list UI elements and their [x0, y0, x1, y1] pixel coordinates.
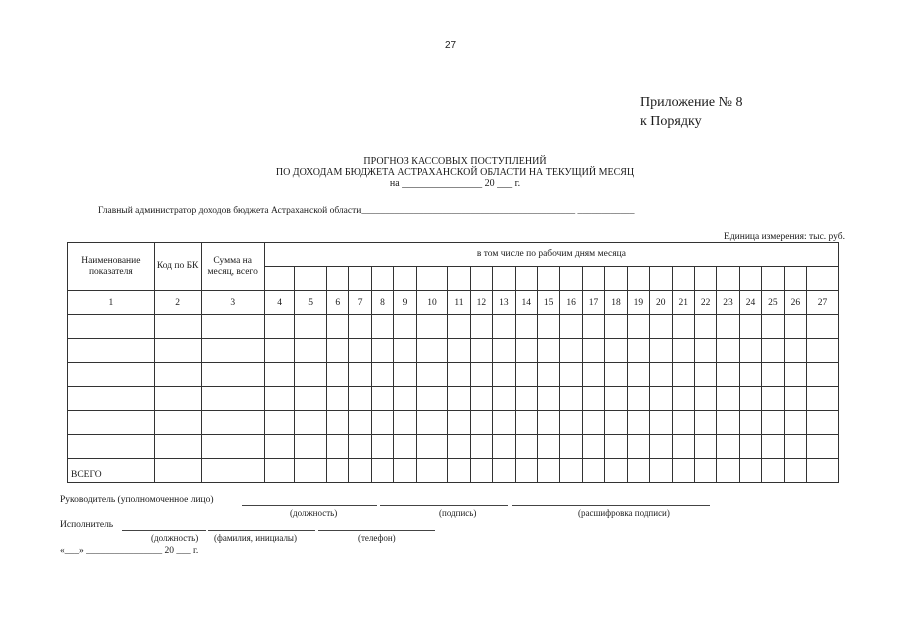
- column-number: 2: [154, 291, 201, 315]
- date-line: «___» ________________ 20 ___ г.: [60, 546, 199, 556]
- column-number: 24: [739, 291, 761, 315]
- column-number: 17: [582, 291, 604, 315]
- executor-label: Исполнитель: [60, 520, 114, 530]
- total-label: ВСЕГО: [68, 459, 155, 483]
- unit-label: Единица измерения: тыс. руб.: [724, 232, 845, 242]
- head-position-caption: (должность): [290, 508, 338, 518]
- table-row: [68, 315, 839, 339]
- executor-position-line: [122, 530, 206, 531]
- column-number: 21: [672, 291, 694, 315]
- header-name: Наименование показателя: [68, 243, 155, 291]
- executor-phone-caption: (телефон): [358, 533, 396, 543]
- head-label: Руководитель (уполномоченное лицо): [60, 495, 214, 505]
- head-signature-line: [380, 505, 508, 506]
- column-number: 4: [264, 291, 295, 315]
- column-number: 25: [762, 291, 784, 315]
- column-number: 22: [694, 291, 716, 315]
- table-row: [68, 387, 839, 411]
- title-line1: ПРОГНОЗ КАССОВЫХ ПОСТУПЛЕНИЙ: [363, 156, 547, 167]
- column-number: 10: [416, 291, 448, 315]
- column-number: 18: [605, 291, 627, 315]
- column-number: 6: [326, 291, 348, 315]
- column-number: 8: [371, 291, 393, 315]
- header-code: Код по БК: [154, 243, 201, 291]
- appendix-block: [640, 93, 743, 131]
- executor-name-line: [208, 530, 315, 531]
- column-number: 3: [201, 291, 264, 315]
- title-line3: на ________________ 20 ___ г.: [389, 178, 521, 189]
- page-number: 27: [445, 40, 457, 51]
- column-number: 5: [295, 291, 327, 315]
- column-number: 11: [448, 291, 470, 315]
- column-number: 13: [493, 291, 515, 315]
- column-number: 23: [717, 291, 739, 315]
- head-position-line: [242, 505, 377, 506]
- column-number: 19: [627, 291, 649, 315]
- table-row: [68, 339, 839, 363]
- head-decoding-line: [512, 505, 710, 506]
- column-number: 27: [807, 291, 839, 315]
- column-number: 1: [68, 291, 155, 315]
- head-decoding-caption: (расшифровка подписи): [578, 508, 670, 518]
- executor-phone-line: [318, 530, 435, 531]
- appendix-line1: Приложение № 8: [640, 95, 743, 110]
- head-signature-caption: (подпись): [439, 508, 477, 518]
- header-sum: Сумма на месяц, всего: [201, 243, 264, 291]
- column-number: 7: [349, 291, 371, 315]
- total-row: [68, 459, 839, 483]
- executor-name-caption: (фамилия, инициалы): [214, 533, 297, 543]
- executor-position-caption: (должность): [151, 533, 199, 543]
- column-number: 14: [515, 291, 537, 315]
- title-line2: ПО ДОХОДАМ БЮДЖЕТА АСТРАХАНСКОЙ ОБЛАСТИ НА ТЕКУЩИЙ МЕСЯЦ: [275, 167, 635, 178]
- table-row: [68, 363, 839, 387]
- column-number: 20: [650, 291, 672, 315]
- table-row: [68, 435, 839, 459]
- column-number-row: [68, 291, 839, 315]
- column-number: 16: [560, 291, 582, 315]
- column-number: 15: [537, 291, 559, 315]
- column-number: 12: [470, 291, 492, 315]
- admin-label: Главный администратор доходов бюджета Астраханской области_____________________________________________ ____________: [98, 206, 635, 216]
- forecast-table: [67, 242, 839, 483]
- column-number: 9: [394, 291, 416, 315]
- appendix-line2: к Порядку: [640, 114, 702, 129]
- table-row: [68, 411, 839, 435]
- column-number: 26: [784, 291, 806, 315]
- header-days-group: в том числе по рабочим дням месяца: [264, 243, 838, 267]
- document-title: [250, 156, 660, 189]
